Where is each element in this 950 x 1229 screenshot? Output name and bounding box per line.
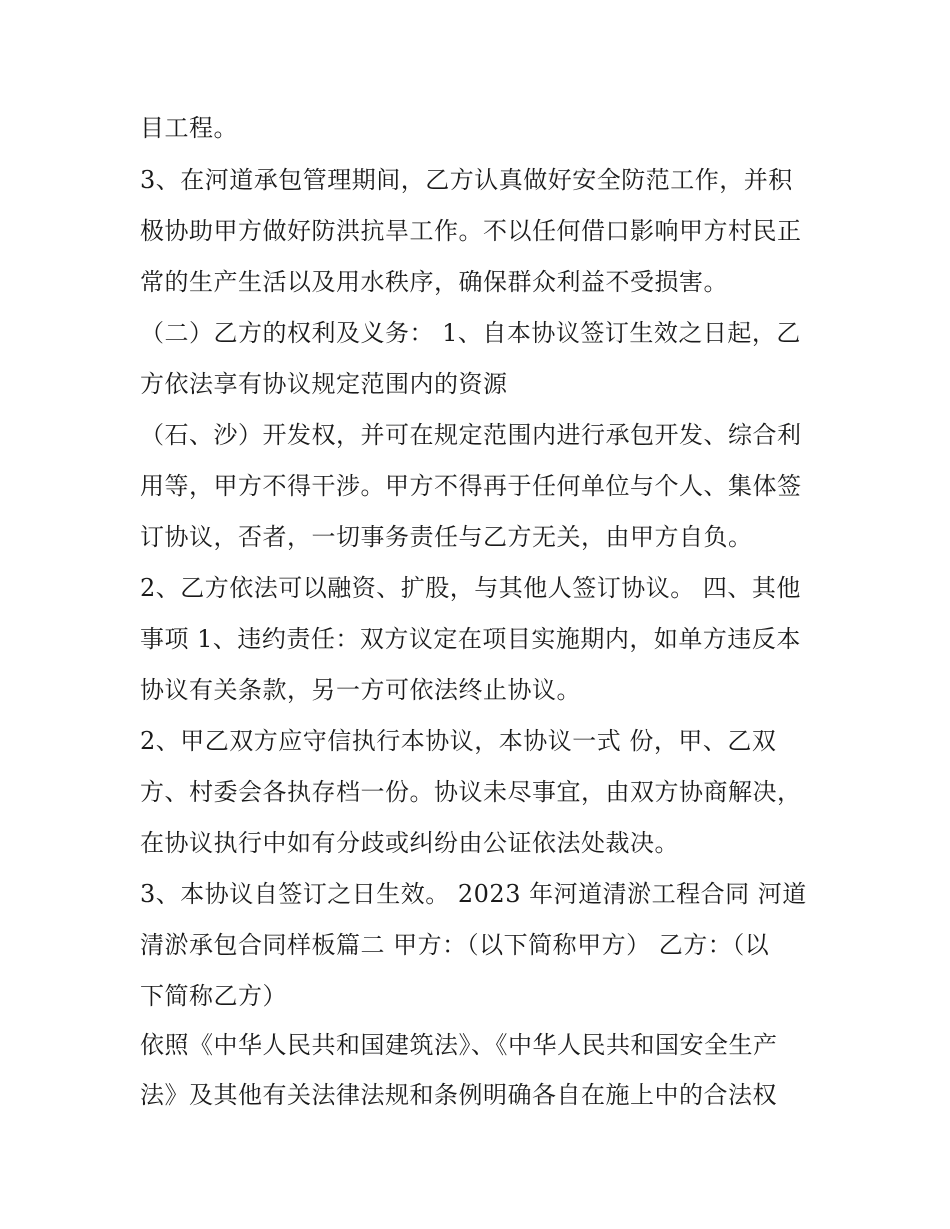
text-line-17: 清淤承包合同样板篇二 甲方：（以下简称甲方） 乙方：（以 [140, 931, 770, 959]
text-line-12: 协议有关条款，另一方可依法终止协议。 [140, 676, 581, 704]
text-line-14: 方、村委会各执存档一份。协议未尽事宜，由双方协商解决， [140, 778, 802, 806]
text-line-19: 依照《中华人民共和国建筑法》、《中华人民共和国安全生产 [140, 1031, 778, 1059]
text-line-2: 3、在河道承包管理期间，乙方认真做好安全防范工作，并积 [140, 166, 793, 194]
text-line-7: （石、沙）开发权，并可在规定范围内进行承包开发、综合利 [140, 421, 802, 449]
text-line-11: 事项 1、违约责任：双方议定在项目实施期内，如单方违反本 [140, 625, 801, 653]
text-line-13: 2、甲乙双方应守信执行本协议，本协议一式 份，甲、乙双 [140, 727, 777, 755]
text-line-10: 2、乙方依法可以融资、扩股，与其他人签订协议。 四、其他 [140, 574, 801, 602]
text-line-18: 下简称乙方） [140, 982, 287, 1010]
text-line-3: 极协助甲方做好防洪抗旱工作。不以任何借口影响甲方村民正 [140, 217, 802, 245]
text-line-4: 常的生产生活以及用水秩序，确保群众利益不受损害。 [140, 268, 728, 296]
text-line-6: 方依法享有协议规定范围内的资源 [140, 370, 508, 398]
text-line-15: 在协议执行中如有分歧或纠纷由公证依法处裁决。 [140, 829, 679, 857]
text-line-16: 3、本协议自签订之日生效。 2023 年河道清淤工程合同 河道 [140, 880, 807, 908]
text-line-9: 订协议，否者，一切事务责任与乙方无关，由甲方自负。 [140, 523, 753, 551]
text-line-1: 目工程。 [140, 114, 238, 142]
text-line-20: 法》及其他有关法律法规和条例明确各自在施上中的合法权 [140, 1081, 777, 1109]
text-line-8: 用等，甲方不得干涉。甲方不得再于任何单位与个人、集体签 [140, 472, 802, 500]
text-line-5: （二）乙方的权利及义务： 1、自本协议签订生效之日起，乙 [140, 319, 801, 347]
